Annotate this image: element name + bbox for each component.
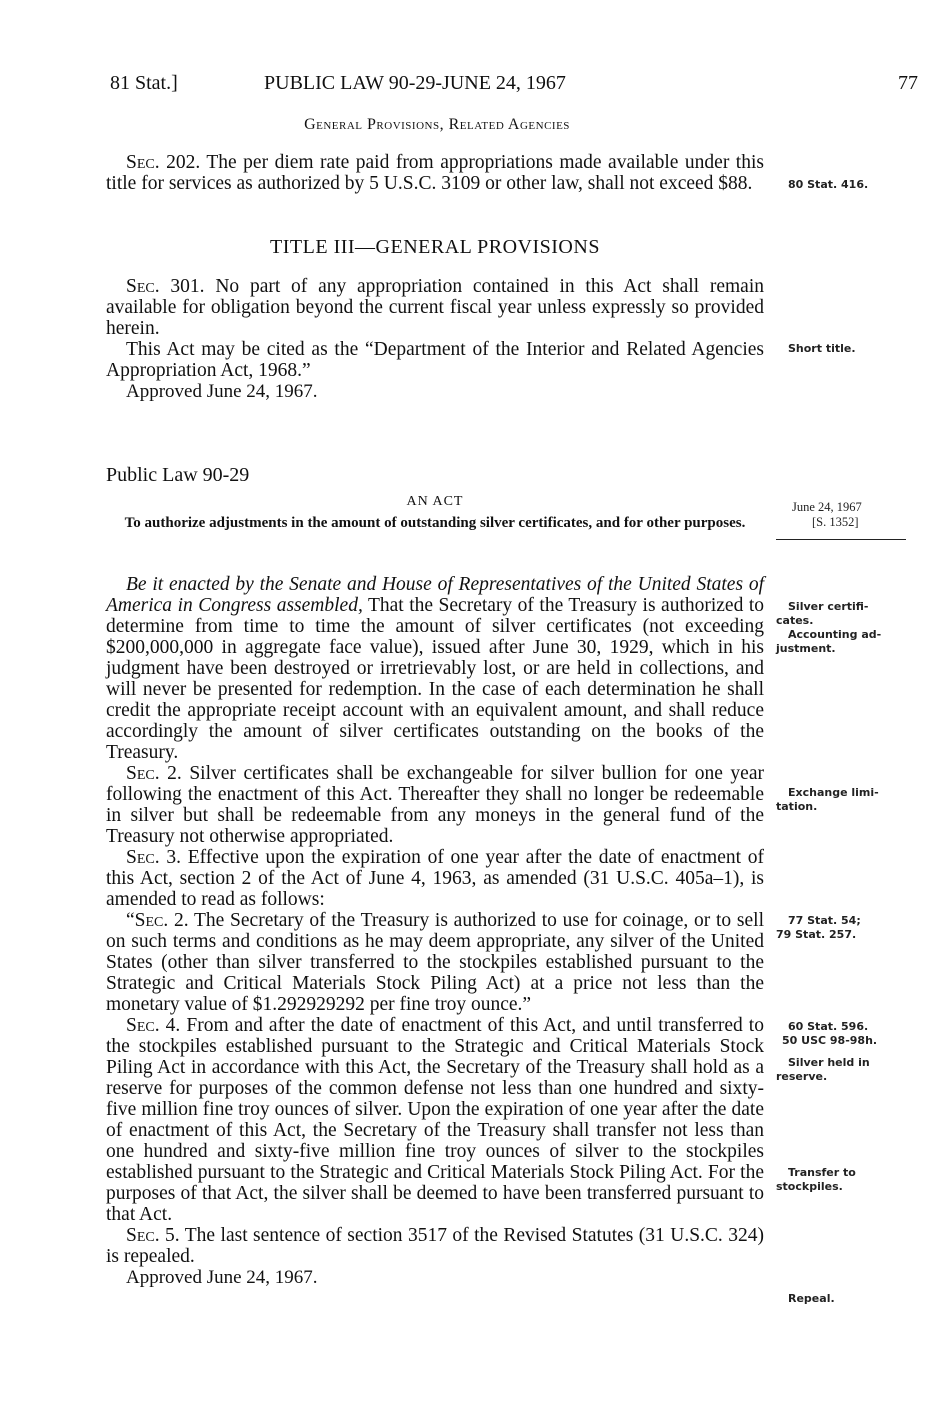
- sec-5-label: Sec. 5.: [126, 1225, 180, 1246]
- margin-note-50-usc: 50 USC 98-98h.: [782, 1034, 878, 1047]
- sec-2-text: Silver certificates shall be exchangeable for silver bullion for one year following the enactment of this Act. Thereafter they shall no longer be redeemable in silver but shall be redeemable from any moneys in the general fund of the Treasury not otherwise appropriated.: [106, 763, 764, 847]
- act-body: [106, 574, 764, 1288]
- sec-4-label: Sec. 4.: [126, 1015, 181, 1036]
- section-heading: General Provisions, Related Agencies: [304, 116, 570, 133]
- sec-202-label: Sec. 202.: [126, 152, 201, 173]
- approved-date-2: Approved June 24, 1967.: [126, 1267, 318, 1288]
- margin-note-79-stat: 79 Stat. 257.: [776, 928, 857, 941]
- margin-note-short-title: Short title.: [788, 342, 856, 355]
- sec-3-label: Sec. 3.: [126, 847, 181, 868]
- margin-note-silver-2: cates.: [776, 614, 814, 627]
- sec-202-text: The per diem rate paid from appropriations made available under this title for services as authorized by 5 U.S.C. 3109 or other law, shall not exceed $88.: [106, 152, 764, 194]
- margin-note-transfer-2: stockpiles.: [776, 1180, 843, 1193]
- margin-note-reserve-2: reserve.: [776, 1070, 828, 1083]
- short-title-text: This Act may be cited as the “Department of the Interior and Related Agencies Appropriation Act, 1968.”: [106, 339, 764, 381]
- margin-note-bill: [S. 1352]: [812, 515, 859, 529]
- sec-301-text: No part of any appropriation contained in this Act shall remain available for obligation beyond the current fiscal year unless expressly so provided herein.: [106, 276, 764, 339]
- margin-note-reserve-1: Silver held in: [788, 1056, 870, 1069]
- margin-rule: [776, 539, 906, 540]
- margin-note-transfer-1: Transfer to: [788, 1166, 856, 1179]
- margin-note-60-stat: 60 Stat. 596.: [788, 1020, 869, 1033]
- sec-3-text: Effective upon the expiration of one year after the date of enactment of this Act, section 2 of the Act of June 4, 1963, as amended (31 U.S.C. 405a–1), is amended to read as follows:: [106, 847, 764, 910]
- margin-note-accounting-1: Accounting ad-: [788, 628, 882, 641]
- margin-note-date: June 24, 1967: [792, 500, 862, 514]
- public-law-number: Public Law 90-29: [106, 464, 250, 486]
- margin-note-77-stat: 77 Stat. 54;: [788, 914, 861, 927]
- margin-note-exchange-2: tation.: [776, 800, 818, 813]
- long-title: To authorize adjustments in the amount of outstanding silver certificates, and for other purposes.: [124, 515, 746, 531]
- sec-301-label: Sec. 301.: [126, 276, 205, 297]
- sec-1-text: That the Secretary of the Treasury is authorized to determine from time to time the amount of silver certificates (not exceeding $200,000,000 in aggregate face value), issued after June 30, 1929, which in his judgment have been destroyed or irretrievably lost, or are held in collections, and will never be presented for redemption. In the case of each determination he shall credit the appropriate receipt account with an equivalent amount, and shall reduce accordingly the amount of silver certificates outstanding on the books of the Treasury.: [106, 595, 765, 763]
- margin-note-exchange-1: Exchange limi-: [788, 786, 879, 799]
- enacting-clause: Be it enacted by the Senate and House of Representatives of the United States of America in Congress assembled,: [106, 574, 764, 616]
- sec-301-block: [106, 276, 764, 402]
- quoted-sec-text: The Secretary of the Treasury is authorized to use for coinage, or to sell on such terms and conditions as he may deem appropriate, any silver of the United States (other than silver transferred to the stockpiles established pursuant to the Strategic and Critical Materials Stock Piling Act) at a price not less than the monetary value of $1.292929292 per fine troy ounce.”: [106, 910, 764, 1015]
- an-act-label: AN ACT: [406, 494, 464, 509]
- margin-note-80-stat: 80 Stat. 416.: [788, 178, 869, 191]
- stat-reference: 81 Stat.]: [110, 72, 178, 94]
- sec-202: [106, 152, 764, 194]
- page-number: 77: [898, 72, 918, 94]
- sec-4-text: From and after the date of enactment of this Act, and until transferred to the stockpiles established pursuant to the Strategic and Critical Materials Stock Piling Act in accordance with this Act, the Secretary of the Treasury shall hold as a reserve for purposes of the common defense not less than one hundred and sixty-five million fine troy ounces of silver. Upon the expiration of one year after the date of enactment of this Act, the Secretary of the Treasury shall transfer not less than one hundred and sixty-five million fine troy ounces of silver to the stockpiles established pursuant to the Strategic and Critical Materials Stock Piling Act. For the purposes of that Act, the silver shall be deemed to have been transferred pursuant to that Act.: [106, 1015, 764, 1225]
- margin-note-accounting-2: justment.: [776, 642, 836, 655]
- running-head-title: PUBLIC LAW 90-29-JUNE 24, 1967: [264, 72, 566, 94]
- title-heading: TITLE III—GENERAL PROVISIONS: [270, 236, 600, 258]
- margin-note-silver-1: Silver certifi-: [788, 600, 869, 613]
- sec-5-text: The last sentence of section 3517 of the Revised Statutes (31 U.S.C. 324) is repealed.: [106, 1225, 764, 1267]
- approved-date-1: Approved June 24, 1967.: [126, 381, 318, 402]
- margin-note-repeal: Repeal.: [788, 1292, 835, 1305]
- quoted-sec-label: “Sec. 2.: [126, 910, 189, 931]
- sec-2-label: Sec. 2.: [126, 763, 182, 784]
